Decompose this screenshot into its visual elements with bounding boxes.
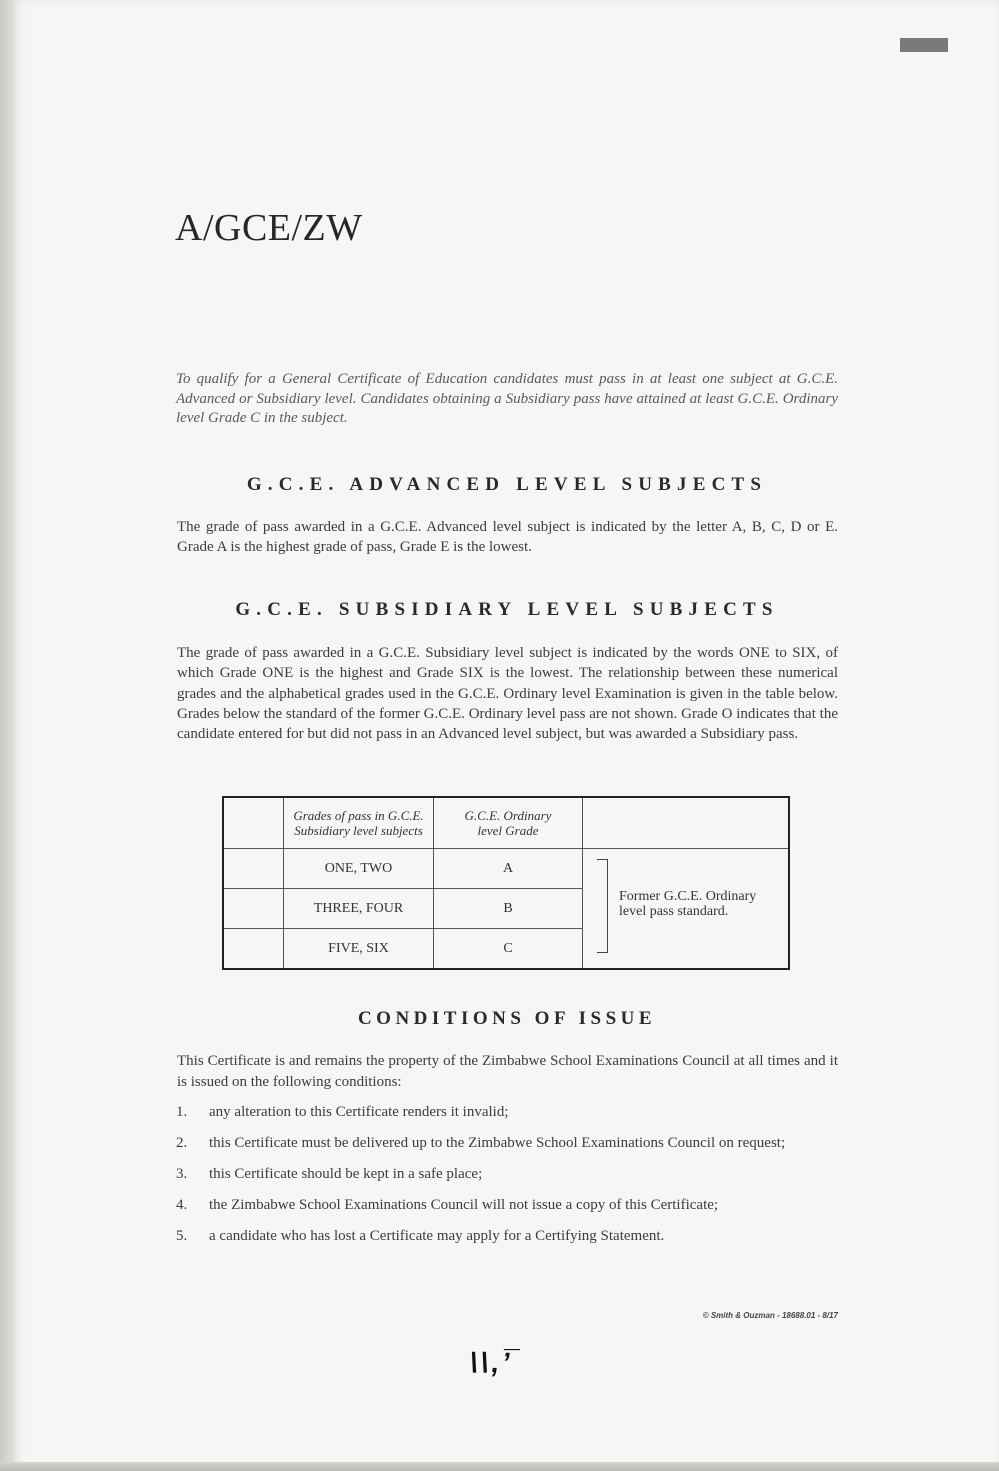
list-item-number: 5. [176, 1228, 188, 1244]
intro-paragraph: To qualify for a General Certificate of Education candidates must pass in at least one subject at G.C.E. Advanced or Subsidiary level. Candidates obtaining a Subsidiary pass have attained at least G.C.E. Ordinary level Grade C in the subject. [176, 371, 838, 426]
table-row [223, 849, 789, 889]
table-header-ordinary [434, 797, 583, 849]
list-item-number: 2. [176, 1135, 188, 1151]
list-item-text: this Certificate should be kept in a safe place; [209, 1166, 483, 1182]
conditions-heading: CONDITIONS OF ISSUE [357, 1008, 657, 1029]
page-left-shadow [0, 0, 14, 1471]
subsidiary-level-text: The grade of pass awarded in a G.C.E. Subsidiary level subject is indicated by the words ONE to SIX, of which Grade ONE is the highest and Grade SIX is the lowest. The relationship between these numerical grades and the alphabetical grades used in the G.C.E. Ordinary level Examination is given in the table below. Grades below the standard of the former G.C.E. Ordinary level pass are not shown. Grade O indicates that the candidate entered for but did not pass in an Advanced level subject, but was awarded a Subsidiary pass. [177, 645, 838, 743]
list-item-text: the Zimbabwe School Examinations Council will not issue a copy of this Certificate; [209, 1197, 719, 1213]
list-item [176, 1226, 838, 1247]
table-header-subsidiary-line2: Subsidiary level subjects [294, 823, 423, 838]
table-header-subsidiary-line1: Grades of pass in G.C.E. [293, 808, 424, 823]
table-blank-cell [223, 849, 284, 889]
list-item [176, 1102, 838, 1123]
printer-imprint: © Smith & Ouzman - 18688.01 - 8/17 [702, 1311, 838, 1320]
page-bottom-edge [0, 1462, 999, 1471]
bracket-mark [597, 859, 608, 953]
table-note-line2: level pass standard. [619, 904, 729, 919]
table-header-subsidiary [284, 797, 434, 849]
subsidiary-level-heading: G.C.E. SUBSIDIARY LEVEL SUBJECTS [235, 599, 779, 620]
list-item-text: a candidate who has lost a Certificate may apply for a Certifying Statement. [209, 1228, 665, 1244]
conditions-list [176, 1102, 838, 1247]
list-item-text: this Certificate must be delivered up to the Zimbabwe School Examinations Council on request; [209, 1135, 786, 1151]
table-header-note [583, 797, 790, 849]
list-item [176, 1195, 838, 1216]
serial-number: \\,’̅ [467, 1347, 516, 1378]
table-cell-subsidiary: FIVE, SIX [284, 929, 434, 970]
conditions-text: This Certificate is and remains the property of the Zimbabwe School Examinations Council at all times and it is issued on the following conditions: [177, 1053, 838, 1090]
grades-table [222, 796, 790, 970]
list-item-number: 4. [176, 1197, 188, 1213]
table-header-row [223, 797, 789, 849]
advanced-level-heading: G.C.E. ADVANCED LEVEL SUBJECTS [246, 474, 768, 495]
table-note-cell [583, 849, 790, 970]
table-note-line1: Former G.C.E. Ordinary [619, 889, 757, 904]
list-item [176, 1164, 838, 1185]
table-cell-ordinary: C [434, 929, 583, 970]
table-cell-ordinary: A [434, 849, 583, 889]
table-blank-cell [223, 797, 284, 849]
list-item-number: 1. [176, 1104, 188, 1120]
corner-mark [900, 38, 948, 52]
table-cell-subsidiary: THREE, FOUR [284, 889, 434, 929]
table-header-ordinary-line1: G.C.E. Ordinary [464, 808, 552, 823]
table-blank-cell [223, 889, 284, 929]
table-note-text [619, 889, 789, 919]
list-item-number: 3. [176, 1166, 188, 1182]
list-item-text: any alteration to this Certificate renders it invalid; [209, 1104, 509, 1120]
table-header-ordinary-line2: level Grade [477, 823, 539, 838]
document-code: A/GCE/ZW [175, 207, 363, 249]
table-blank-cell [223, 929, 284, 970]
list-item [176, 1133, 838, 1154]
table-cell-ordinary: B [434, 889, 583, 929]
advanced-level-text: The grade of pass awarded in a G.C.E. Advanced level subject is indicated by the letter A, B, C, D or E. Grade A is the highest grade of pass, Grade E is the lowest. [177, 519, 838, 556]
table-cell-subsidiary: ONE, TWO [284, 849, 434, 889]
